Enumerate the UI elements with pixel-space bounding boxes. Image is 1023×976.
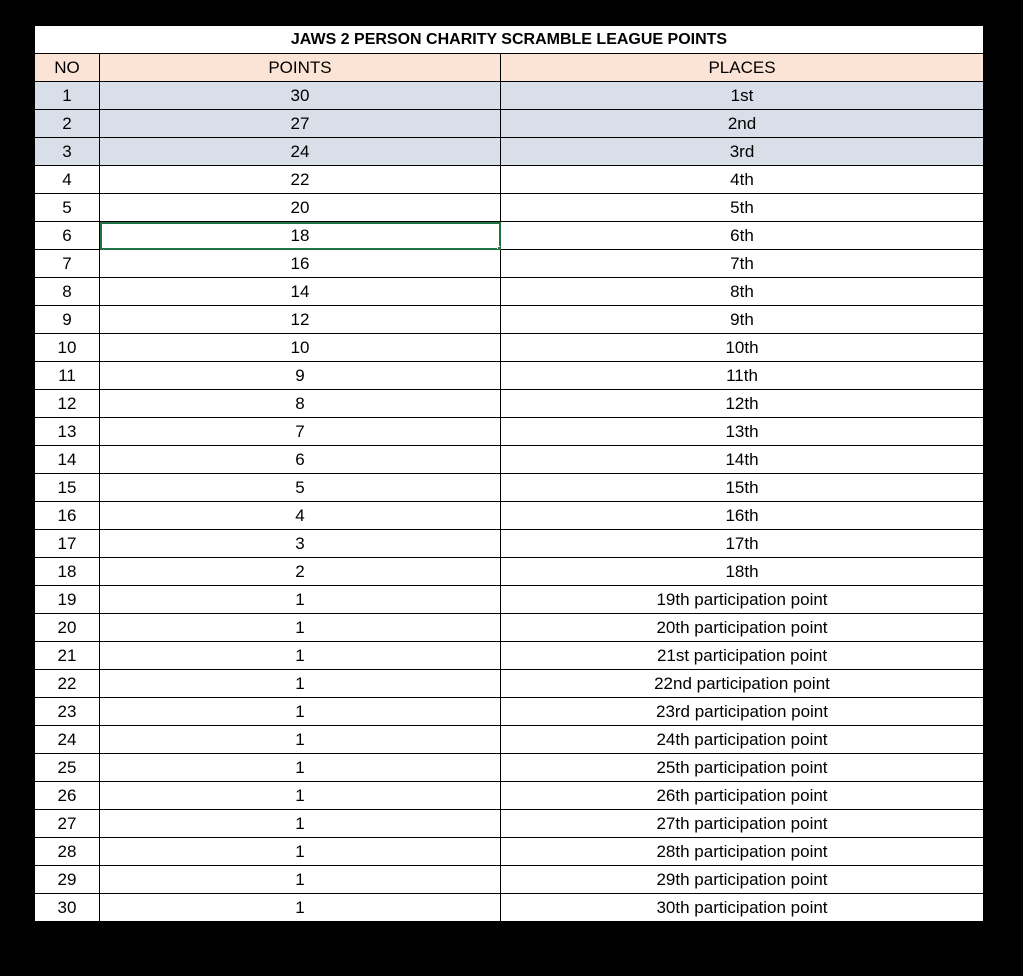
cell-place[interactable]: 1st <box>501 82 984 110</box>
fill-handle[interactable] <box>497 246 501 250</box>
cell-points[interactable]: 4 <box>100 502 501 530</box>
table-row <box>35 390 984 418</box>
cell-no[interactable]: 20 <box>35 614 100 642</box>
table-row <box>35 502 984 530</box>
cell-no[interactable]: 19 <box>35 586 100 614</box>
cell-points-selected[interactable]: 18 <box>100 222 501 250</box>
cell-no[interactable]: 4 <box>35 166 100 194</box>
cell-points[interactable]: 1 <box>100 866 501 894</box>
table-row <box>35 642 984 670</box>
cell-points[interactable]: 6 <box>100 446 501 474</box>
table-row <box>35 166 984 194</box>
cell-place[interactable]: 14th <box>501 446 984 474</box>
cell-points[interactable]: 3 <box>100 530 501 558</box>
cell-points[interactable]: 9 <box>100 362 501 390</box>
table-row <box>35 222 984 250</box>
cell-points[interactable]: 2 <box>100 558 501 586</box>
cell-no[interactable]: 29 <box>35 866 100 894</box>
cell-no[interactable]: 18 <box>35 558 100 586</box>
cell-place[interactable]: 8th <box>501 278 984 306</box>
cell-no[interactable]: 8 <box>35 278 100 306</box>
cell-place[interactable]: 19th participation point <box>501 586 984 614</box>
cell-place[interactable]: 30th participation point <box>501 894 984 922</box>
cell-points[interactable]: 22 <box>100 166 501 194</box>
table-row <box>35 250 984 278</box>
table-row <box>35 558 984 586</box>
table-row <box>35 530 984 558</box>
cell-points[interactable]: 1 <box>100 782 501 810</box>
cell-place[interactable]: 24th participation point <box>501 726 984 754</box>
cell-no[interactable]: 14 <box>35 446 100 474</box>
cell-points[interactable]: 1 <box>100 726 501 754</box>
header-points[interactable]: POINTS <box>100 54 501 82</box>
cell-no[interactable]: 3 <box>35 138 100 166</box>
cell-points[interactable]: 8 <box>100 390 501 418</box>
cell-place[interactable]: 23rd participation point <box>501 698 984 726</box>
cell-no[interactable]: 13 <box>35 418 100 446</box>
cell-place[interactable]: 15th <box>501 474 984 502</box>
table-row <box>35 278 984 306</box>
table-title[interactable]: JAWS 2 PERSON CHARITY SCRAMBLE LEAGUE POINTS <box>35 26 984 54</box>
points-table <box>34 25 984 922</box>
cell-points[interactable]: 1 <box>100 838 501 866</box>
cell-place[interactable]: 28th participation point <box>501 838 984 866</box>
cell-place[interactable]: 16th <box>501 502 984 530</box>
cell-points[interactable]: 1 <box>100 810 501 838</box>
table-row <box>35 306 984 334</box>
cell-no[interactable]: 5 <box>35 194 100 222</box>
table-row <box>35 334 984 362</box>
cell-place[interactable]: 12th <box>501 390 984 418</box>
table-row <box>35 726 984 754</box>
cell-points[interactable]: 1 <box>100 614 501 642</box>
header-places[interactable]: PLACES <box>501 54 984 82</box>
table-row <box>35 446 984 474</box>
cell-points[interactable]: 10 <box>100 334 501 362</box>
cell-no[interactable]: 9 <box>35 306 100 334</box>
table-row <box>35 698 984 726</box>
cell-place[interactable]: 27th participation point <box>501 810 984 838</box>
table-row <box>35 670 984 698</box>
cell-place[interactable]: 18th <box>501 558 984 586</box>
cell-place[interactable]: 7th <box>501 250 984 278</box>
header-row <box>35 54 984 82</box>
cell-no[interactable]: 2 <box>35 110 100 138</box>
cell-no[interactable]: 15 <box>35 474 100 502</box>
cell-points[interactable]: 1 <box>100 894 501 922</box>
cell-points[interactable]: 12 <box>100 306 501 334</box>
cell-no[interactable]: 22 <box>35 670 100 698</box>
cell-points[interactable]: 14 <box>100 278 501 306</box>
cell-place[interactable]: 11th <box>501 362 984 390</box>
cell-place[interactable]: 3rd <box>501 138 984 166</box>
cell-place[interactable]: 29th participation point <box>501 866 984 894</box>
cell-no[interactable]: 25 <box>35 754 100 782</box>
cell-no[interactable]: 7 <box>35 250 100 278</box>
cell-place[interactable]: 6th <box>501 222 984 250</box>
cell-place[interactable]: 21st participation point <box>501 642 984 670</box>
cell-place[interactable]: 17th <box>501 530 984 558</box>
table-body <box>35 82 984 922</box>
cell-no[interactable]: 1 <box>35 82 100 110</box>
cell-points[interactable]: 1 <box>100 754 501 782</box>
cell-no[interactable]: 17 <box>35 530 100 558</box>
table-row <box>35 418 984 446</box>
cell-points[interactable]: 7 <box>100 418 501 446</box>
cell-no[interactable]: 24 <box>35 726 100 754</box>
table-row <box>35 82 984 110</box>
table-row <box>35 362 984 390</box>
cell-no[interactable]: 6 <box>35 222 100 250</box>
cell-no[interactable]: 27 <box>35 810 100 838</box>
cell-place[interactable]: 4th <box>501 166 984 194</box>
header-no[interactable]: NO <box>35 54 100 82</box>
cell-points[interactable]: 1 <box>100 586 501 614</box>
cell-place[interactable]: 10th <box>501 334 984 362</box>
cell-place[interactable]: 5th <box>501 194 984 222</box>
cell-place[interactable]: 20th participation point <box>501 614 984 642</box>
table-row <box>35 894 984 922</box>
cell-no[interactable]: 10 <box>35 334 100 362</box>
cell-points[interactable]: 16 <box>100 250 501 278</box>
cell-no[interactable]: 28 <box>35 838 100 866</box>
cell-points[interactable]: 30 <box>100 82 501 110</box>
cell-place[interactable]: 13th <box>501 418 984 446</box>
table-row <box>35 810 984 838</box>
table-row <box>35 866 984 894</box>
table-row <box>35 194 984 222</box>
table-row <box>35 782 984 810</box>
table-row <box>35 110 984 138</box>
cell-place[interactable]: 25th participation point <box>501 754 984 782</box>
cell-no[interactable]: 11 <box>35 362 100 390</box>
cell-points[interactable]: 5 <box>100 474 501 502</box>
cell-points[interactable]: 1 <box>100 698 501 726</box>
cell-place[interactable]: 26th participation point <box>501 782 984 810</box>
cell-points[interactable]: 1 <box>100 670 501 698</box>
cell-no[interactable]: 30 <box>35 894 100 922</box>
cell-no[interactable]: 16 <box>35 502 100 530</box>
cell-points[interactable]: 27 <box>100 110 501 138</box>
cell-place[interactable]: 22nd participation point <box>501 670 984 698</box>
table-row <box>35 586 984 614</box>
table-row <box>35 474 984 502</box>
table-row <box>35 138 984 166</box>
cell-no[interactable]: 21 <box>35 642 100 670</box>
cell-points[interactable]: 24 <box>100 138 501 166</box>
table-row <box>35 614 984 642</box>
cell-place[interactable]: 2nd <box>501 110 984 138</box>
cell-place[interactable]: 9th <box>501 306 984 334</box>
cell-no[interactable]: 23 <box>35 698 100 726</box>
table-row <box>35 838 984 866</box>
cell-points[interactable]: 1 <box>100 642 501 670</box>
table-row <box>35 754 984 782</box>
cell-no[interactable]: 26 <box>35 782 100 810</box>
cell-points[interactable]: 20 <box>100 194 501 222</box>
spreadsheet-table-container <box>34 25 983 922</box>
cell-no[interactable]: 12 <box>35 390 100 418</box>
